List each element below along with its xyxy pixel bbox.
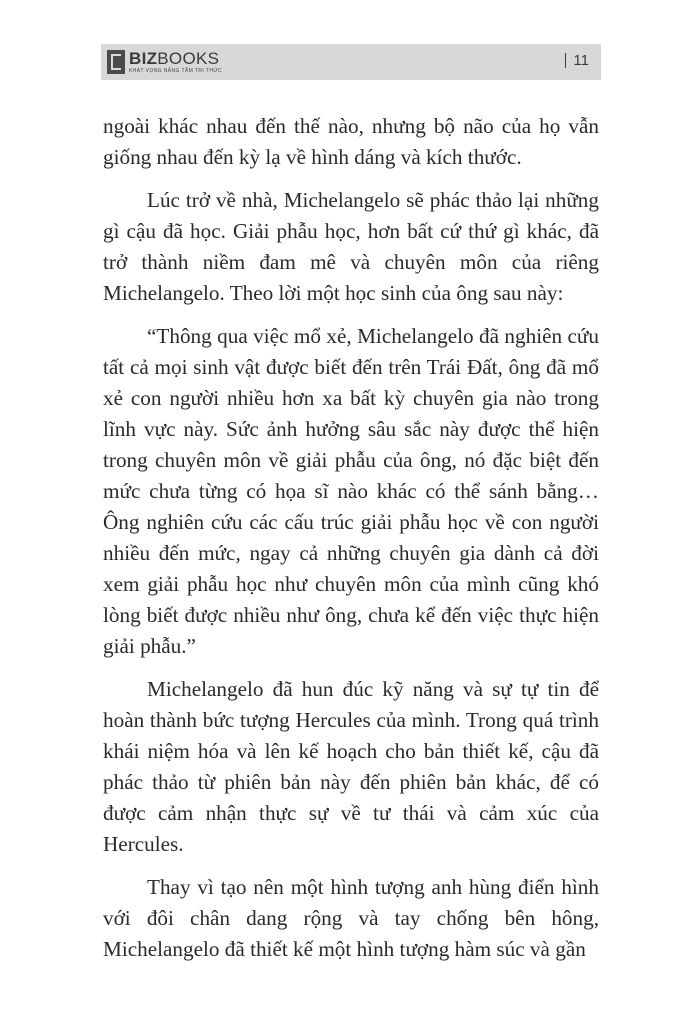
paragraph: Lúc trở về nhà, Michelangelo sẽ phác thảo lại những gì cậu đã học. Giải phẫu học, hơn bất cứ thứ gì khác, đã trở thành niềm đam mê và chuyên môn của riêng Michelangelo. Theo lời một học sinh của ông sau này: [103, 188, 599, 305]
paragraph: Michelangelo đã hun đúc kỹ năng và sự tự tin để hoàn thành bức tượng Hercules của mình. Trong quá trình khái niệm hóa và lên kế hoạch cho bản thiết kế, cậu đã phác thảo từ phiên bản này đến phiên bản khác, để có được cảm nhận thực sự về tư thái và cảm xúc của Hercules. [103, 677, 599, 856]
page-number: 11 [565, 52, 589, 69]
paragraph-continued: ngoài khác nhau đến thế nào, nhưng bộ não của họ vẫn giống nhau đến kỳ lạ về hình dáng và kích thước. [103, 114, 599, 169]
brand-name: BIZBOOKS [129, 49, 220, 68]
block-quote: “Thông qua việc mổ xẻ, Michelangelo đã nghiên cứu tất cả mọi sinh vật được biết đến trên Trái Đất, ông đã mổ xẻ con người nhiều hơn xa bất kỳ chuyên gia nào trong lĩnh vực này. Sức ảnh hưởng sâu sắc này được thể hiện trong chuyên môn về giải phẫu của ông, nó đặc biệt đến mức chưa từng có họa sĩ nào khác có thể sánh bằng… Ông nghiên cứu các cấu trúc giải phẫu học về con người nhiều đến mức, ngay cả những chuyên gia dành cả đời xem giải phẫu học như chuyên môn của mình cũng khó lòng biết được nhiều như ông, chưa kể đến việc thực hiện giải phẫu.” [103, 324, 599, 658]
brand-tagline: KHÁT VỌNG NÂNG TẦM TRI THỨC [129, 68, 223, 74]
paragraph: Thay vì tạo nên một hình tượng anh hùng điển hình với đôi chân dang rộng và tay chống bên hông, Michelangelo đã thiết kế một hình tượng hàm súc và gần [103, 875, 599, 961]
running-header [101, 44, 601, 80]
header-divider [565, 53, 566, 68]
book-icon [107, 50, 125, 74]
publisher-logo [107, 49, 222, 75]
body-text [103, 111, 599, 977]
